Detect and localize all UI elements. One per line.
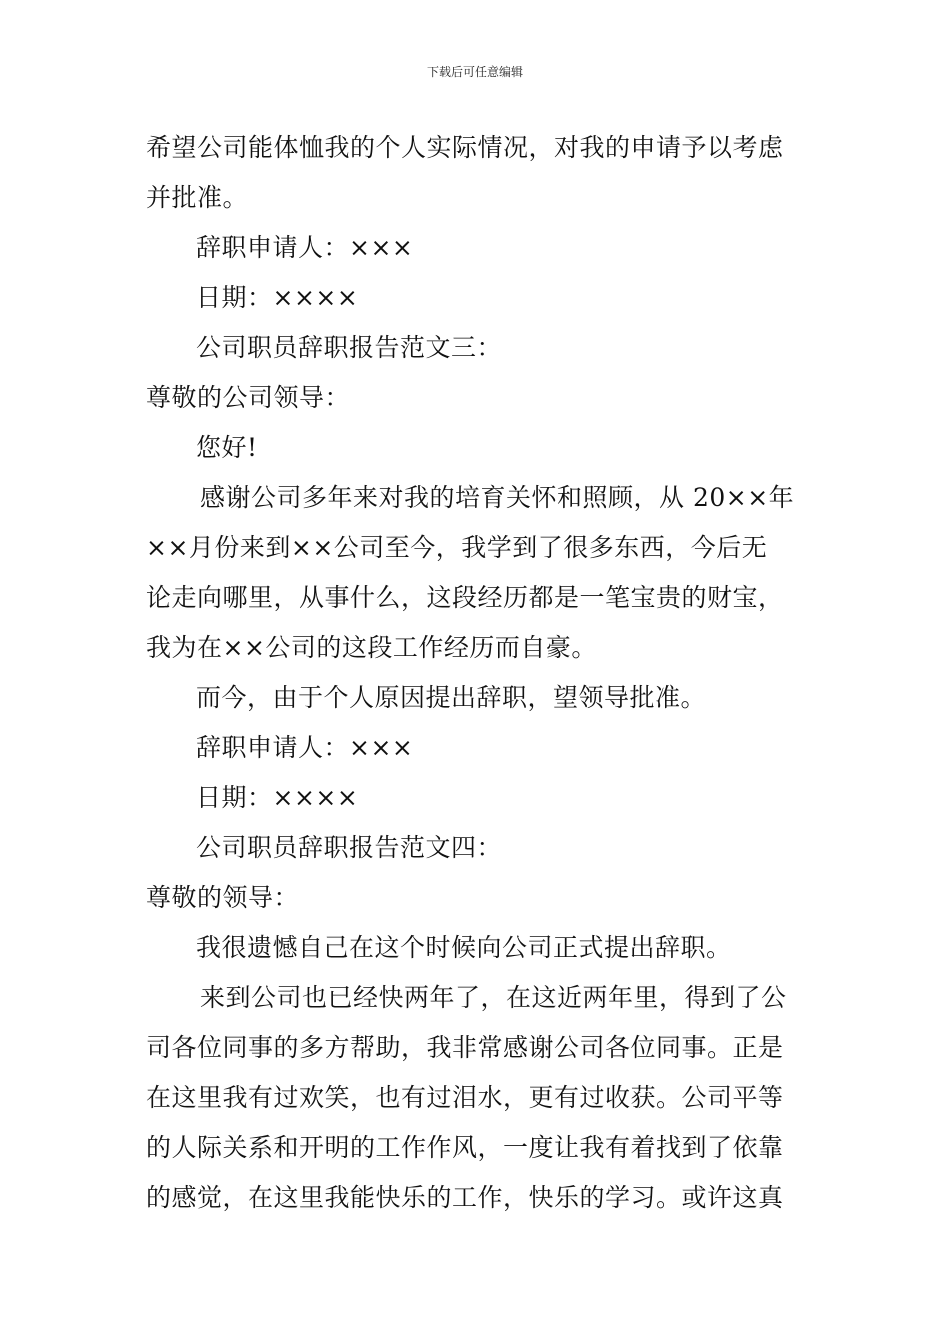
signature-applicant: 辞职申请人：×××: [196, 233, 414, 262]
text-line: 并批准。: [146, 183, 249, 212]
text-line: 的人际关系和开明的工作作风，一度让我有着找到了依靠: [146, 1133, 784, 1162]
text-line: 我很遗憾自己在这个时候向公司正式提出辞职。: [196, 933, 732, 962]
text-line: 的感觉，在这里我能快乐的工作，快乐的学习。或许这真: [146, 1183, 784, 1212]
text-line: 我为在××公司的这段工作经历而自豪。: [146, 633, 597, 662]
text-line: 而今，由于个人原因提出辞职，望领导批准。: [196, 683, 707, 712]
greeting: 您好!: [196, 433, 258, 462]
text-line: ××月份来到××公司至今，我学到了很多东西，今后无: [146, 533, 768, 562]
document-body: [146, 123, 806, 1223]
text-line: 在这里我有过欢笑，也有过泪水，更有过收获。公司平等: [146, 1083, 784, 1112]
text-line: 感谢公司多年来对我的培育关怀和照顾，从 20××年: [200, 483, 795, 512]
signature-applicant: 辞职申请人：×××: [196, 733, 414, 762]
page-header: 下载后可任意编辑: [426, 65, 523, 79]
salutation: 尊敬的领导：: [146, 883, 300, 912]
text-line: 司各位同事的多方帮助，我非常感谢公司各位同事。正是: [146, 1033, 784, 1062]
text-line: 希望公司能体恤我的个人实际情况，对我的申请予以考虑: [146, 133, 784, 162]
salutation: 尊敬的公司领导：: [146, 383, 351, 412]
section-heading: 公司职员辞职报告范文三：: [196, 333, 503, 362]
signature-date: 日期：××××: [196, 783, 359, 812]
signature-date: 日期：××××: [196, 283, 359, 312]
text-line: 论走向哪里，从事什么，这段经历都是一笔宝贵的财宝，: [146, 583, 784, 612]
section-heading: 公司职员辞职报告范文四：: [196, 833, 503, 862]
text-line: 来到公司也已经快两年了，在这近两年里，得到了公: [200, 983, 787, 1012]
